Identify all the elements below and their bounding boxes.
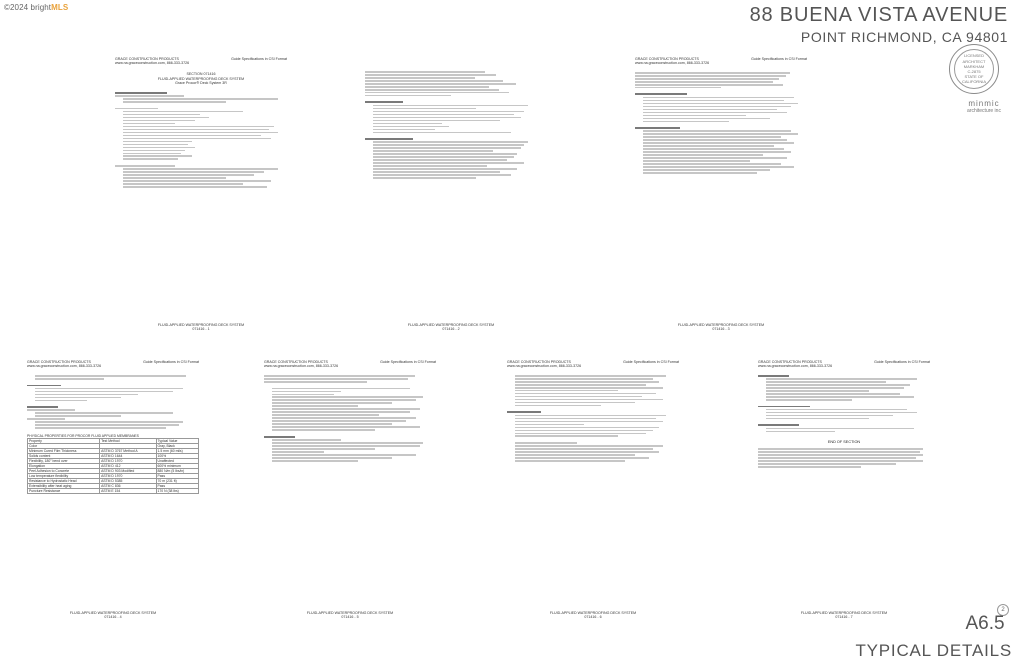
sheet-footer: FLUID-APPLIED WATERPROOFING DECK SYSTEM 071416 - 4 xyxy=(69,610,157,620)
page-header: GRACE CONSTRUCTION PRODUCTS www.na.graceconstruction.com, 866-333-3726 Guide Specifications in CSI Format xyxy=(27,360,199,369)
table-row: Minimum Cured Film Thickness ASTM D 3767 Method A 1.5 mm (60 mils) xyxy=(28,448,199,453)
physical-properties-table: PHYSICAL PROPERTIES FOR PROCOR FLUID APPLIED MEMBRANES Property Test Method Typical Value Color Gray, Black Minimum Cured Film Thickness ASTM D 3767 Method A 1.5 mm (60 mils) Solids content ASTM D 1644 100% Flexibility, 180° bend over ASTM D 1970 Unaffected Elongation ASTM D 412 600% minimum Peel Adhesion to Concrete ASTM D 903 Modified 880 N/m (5 lbs/in) Low temperature flexibility ASTM D 1970 Pass Resistance to Hydrostatic Head ASTM D 5385 70 m (231 ft) Extensibility after heat aging ASTM C 836 Pass Puncture Resistance ASTM E 154 170 N (38 lbs) xyxy=(27,434,199,494)
architect-stamp xyxy=(949,44,999,94)
end-of-section: END OF SECTION xyxy=(827,440,861,445)
table-row: Peel Adhesion to Concrete ASTM D 903 Modified 880 N/m (5 lbs/in) xyxy=(28,468,199,473)
spec-sheet-1 xyxy=(113,57,289,332)
address-line-1: 88 BUENA VISTA AVENUE xyxy=(749,4,1008,26)
spec-sheet-5 xyxy=(262,360,438,620)
spec-sheet-4 xyxy=(25,360,201,620)
project-address xyxy=(750,4,1008,45)
stamp-inner: LICENSED ARCHITECT MARKHAM C-2875 STATE OF CALIFORNIA xyxy=(954,49,994,89)
spec-sheet-7 xyxy=(756,360,932,620)
detail-circle: 2 xyxy=(997,604,1009,616)
sheet-number: A6.5 xyxy=(965,613,1005,634)
spec-sheet-3 xyxy=(633,57,809,332)
table-row: Extensibility after heat aging ASTM C 836 Pass xyxy=(28,483,199,488)
sheet-footer: FLUID-APPLIED WATERPROOFING DECK SYSTEM 071416 - 2 xyxy=(407,322,495,332)
sheet-title: TYPICAL DETAILS xyxy=(855,641,1012,660)
sheet-body xyxy=(758,375,930,432)
sheet-footer: FLUID-APPLIED WATERPROOFING DECK SYSTEM 071416 - 5 xyxy=(306,610,394,620)
sheet-body xyxy=(115,92,287,188)
table-row: Solids content ASTM D 1644 100% xyxy=(28,453,199,458)
table-row: Flexibility, 180° bend over ASTM D 1970 Unaffected xyxy=(28,458,199,463)
sheet-footer: FLUID-APPLIED WATERPROOFING DECK SYSTEM 071416 - 3 xyxy=(677,322,765,332)
sheet-body xyxy=(264,375,436,462)
table-row: Color Gray, Black xyxy=(28,443,199,448)
sheet-notes xyxy=(758,448,930,468)
page-header: GRACE CONSTRUCTION PRODUCTS www.na.graceconstruction.com, 866-333-3726 Guide Specifications in CSI Format xyxy=(264,360,436,369)
sheet-body xyxy=(365,71,537,179)
sheet-footer: FLUID-APPLIED WATERPROOFING DECK SYSTEM 071416 - 7 xyxy=(800,610,888,620)
address-line-2: POINT RICHMOND, CA 94801 xyxy=(800,29,1008,45)
table-row: Resistance to Hydrostatic Head ASTM D 5385 70 m (231 ft) xyxy=(28,478,199,483)
sheet-body xyxy=(507,375,679,462)
spec-sheet-6 xyxy=(505,360,681,620)
page-header: GRACE CONSTRUCTION PRODUCTS www.na.graceconstruction.com, 866-333-3726 Guide Specifications in CSI Format xyxy=(115,57,287,66)
sheet-footer: FLUID-APPLIED WATERPROOFING DECK SYSTEM 071416 - 6 xyxy=(549,610,637,620)
table-row: Low temperature flexibility ASTM D 1970 Pass xyxy=(28,473,199,478)
sheet-footer: FLUID-APPLIED WATERPROOFING DECK SYSTEM 071416 - 1 xyxy=(157,322,245,332)
page-header: GRACE CONSTRUCTION PRODUCTS www.na.graceconstruction.com, 866-333-3726 Guide Specifications in CSI Format xyxy=(635,57,807,66)
table-row: Elongation ASTM D 412 600% minimum xyxy=(28,463,199,468)
section-title: SECTION 071416 FLUID-APPLIED WATERPROOFING DECK SYSTEM Grace Procor® Deck System 3R xyxy=(157,71,245,86)
table-row: Puncture Resistance ASTM E 154 170 N (38 lbs) xyxy=(28,488,199,493)
mls-watermark: ©2024 brightMLS xyxy=(4,3,69,12)
firm-logo: minmic architecture inc xyxy=(967,99,1001,114)
sheet-body xyxy=(635,72,807,174)
page-header: GRACE CONSTRUCTION PRODUCTS www.na.graceconstruction.com, 866-333-3726 Guide Specifications in CSI Format xyxy=(758,360,930,369)
spec-sheet-2 xyxy=(363,57,539,332)
page-header: GRACE CONSTRUCTION PRODUCTS www.na.graceconstruction.com, 866-333-3726 Guide Specifications in CSI Format xyxy=(507,360,679,369)
sheet-body xyxy=(27,375,199,429)
